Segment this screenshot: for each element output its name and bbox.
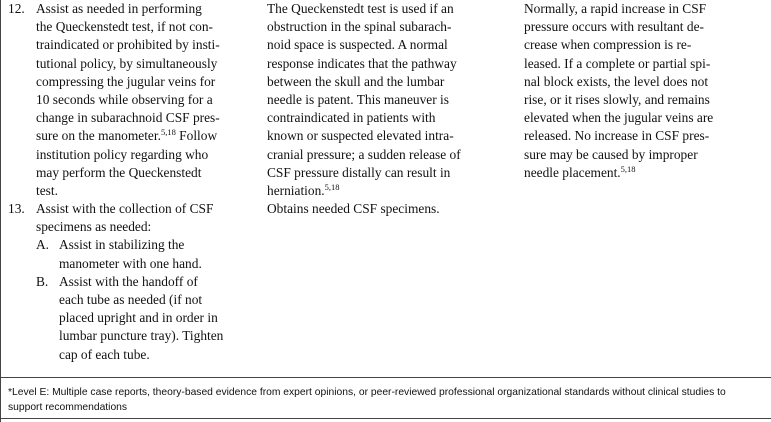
substep-b [8,273,258,364]
rationale-line: between the skull and the lumbar [267,73,445,89]
step-line: may perform the Queckenstedt [36,164,202,180]
table-left-border [0,0,1,422]
substep-a [8,236,258,272]
rationale-line: contraindicated in patients with [267,110,436,126]
substep-line: each tube as needed (if not [59,292,203,307]
step-line: Assist as needed in performing [36,1,202,16]
rationale-line: herniation.$^{5,18}$ [267,181,340,198]
step-line: test. [36,182,58,198]
footnote-line: *Level E: Multiple case reports, theory-based evidence from expert opinions, or peer-reviewed professional organizational standards without clinical studies to [8,387,726,398]
outcome-column [524,0,768,182]
step-12 [8,0,258,200]
footnote-divider [0,377,771,378]
rationale-line: response indicates that the pathway [267,55,457,71]
rationale-step13: Obtains needed CSF specimens. [267,201,440,217]
outcome-line: pressure occurs with resultant de- [524,19,704,35]
step-line: tutional policy, by simultaneously [36,55,218,71]
substep-letter: A. [36,237,50,253]
rationale-line: known or suspected elevated intra- [267,128,454,144]
reference-superscript: 5,18 [160,127,176,138]
outcome-line: rise, or it rises slowly, and remains [524,91,710,107]
step-line: sure on the manometer.$^{5,18}$ Follow [36,127,218,144]
outcome-line: Normally, a rapid increase in CSF [524,1,707,16]
step-line: Assist with the collection of CSF [36,201,214,217]
table-bottom-border [0,418,771,419]
step-line: institution policy regarding who [36,146,209,162]
evidence-level-footnote [8,386,758,415]
step-number: 13. [8,201,25,217]
step-line: change in subarachnoid CSF pres- [36,110,220,126]
substep-line: manometer with one hand. [59,255,202,271]
substep-line: placed upright and in order in [59,310,218,326]
rationale-line: noid space is suspected. A normal [267,37,448,53]
outcome-line: nal block exists, the level does not [524,73,709,89]
rationale-line: obstruction in the spinal subarach- [267,19,452,35]
substep-line: Assist in stabilizing the [59,237,185,253]
reference-superscript: 5,18 [324,181,340,192]
reference-superscript: 5,18 [620,163,636,174]
step-line: the Queckenstedt test, if not con- [36,19,214,35]
substep-line: Assist with the handoff of [59,273,198,289]
substep-letter: B. [36,273,49,289]
steps-column [8,0,258,364]
step-line: 10 seconds while observing for a [36,91,213,107]
rationale-line: cranial pressure; a sudden release of [267,146,461,162]
step-13 [8,200,258,364]
rationale-column [267,0,517,218]
outcome-line: sure may be caused by improper [524,146,698,162]
rationale-line: CSF pressure distally can result in [267,164,451,180]
step-line: compressing the jugular veins for [36,73,216,89]
outcome-line: elevated when the jugular veins are [524,110,714,126]
footnote-line: support recommendations [8,401,128,413]
substep-line: lumbar puncture tray). Tighten [59,328,224,344]
step-line: traindicated or prohibited by insti- [36,37,220,53]
substep-line: cap of each tube. [59,346,150,362]
outcome-line: leased. If a complete or partial spi- [524,55,711,71]
outcome-line: released. No increase in CSF pres- [524,128,710,144]
rationale-line: needle is patent. This maneuver is [267,91,449,107]
step-line: specimens as needed: [36,219,152,235]
step-number: 12. [8,1,25,16]
outcome-line: needle placement.$^{5,18}$ [524,163,636,180]
rationale-line: The Queckenstedt test is used if an [267,1,454,16]
outcome-line: crease when compression is re- [524,37,692,53]
